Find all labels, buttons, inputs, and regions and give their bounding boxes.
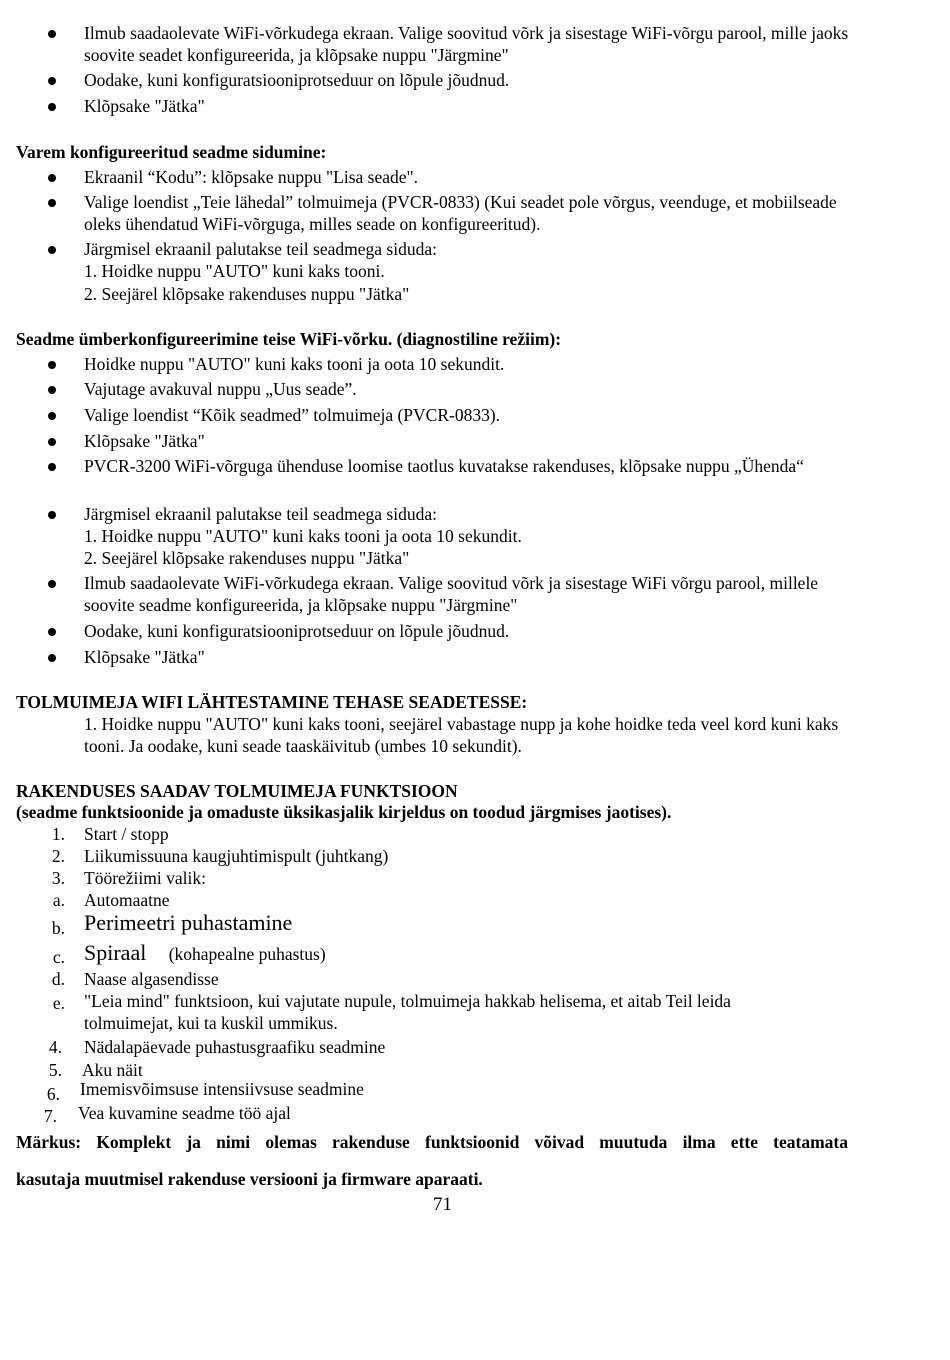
- bullet-icon: [48, 580, 56, 588]
- list-item: Klõpsake "Jätka": [84, 431, 205, 451]
- bullet-icon: [48, 30, 56, 38]
- list-item: Klõpsake "Jätka": [84, 647, 205, 667]
- bullet-icon: [48, 463, 56, 471]
- feature-item: Aku näit: [82, 1060, 143, 1080]
- list-item: Vajutage avakuval nuppu „Uus seade”.: [84, 379, 357, 399]
- list-item: Hoidke nuppu "AUTO" kuni kaks tooni ja oota 10 sekundit.: [84, 354, 505, 374]
- feature-item: Naase algasendisse: [84, 969, 219, 989]
- list-item: Valige loendist „Teie lähedal” tolmuimeja (PVCR-0833) (Kui seadet pole võrgus, veenduge, et mobiilseade oleks ühendatud WiFi-võrguga, milles seade on konfigureeritud).: [84, 192, 837, 234]
- step-line: 1. Hoidke nuppu "AUTO" kuni kaks tooni.: [84, 261, 385, 281]
- bullet-icon: [48, 386, 56, 394]
- feature-item: Töörežiimi valik:: [84, 868, 206, 888]
- item-number: 4.: [48, 1037, 62, 1057]
- list-item: Oodake, kuni konfiguratsiooniprotseduur on lõpule jõudnud.: [84, 621, 510, 641]
- item-number: 2.: [51, 846, 65, 866]
- note-line: Märkus: Komplekt ja nimi olemas rakenduse funktsioonid võivad muutuda ilma ette teatamata: [16, 1132, 848, 1152]
- bullet-icon: [48, 654, 56, 662]
- bullet-icon: [48, 246, 56, 254]
- bullet-icon: [48, 174, 56, 182]
- list-item: Ilmub saadaolevate WiFi-võrkudega ekraan. Valige soovitud võrk ja sisestage WiFi võrgu parool, millele soovite seadme konfigureerida, ja klõpsake nuppu "Järgmine": [84, 573, 819, 615]
- item-number: a.: [52, 890, 65, 910]
- section-heading: Seadme ümberkonfigureerimine teise WiFi-võrku. (diagnostiline režiim):: [16, 329, 562, 349]
- item-number: 5.: [48, 1060, 62, 1080]
- feature-item: Nädalapäevade puhastusgraafiku seadmine: [84, 1037, 386, 1057]
- page-number: 71: [433, 1194, 452, 1215]
- feature-item: Perimeetri puhastamine: [84, 910, 293, 935]
- feature-item: Spiraal: [84, 940, 147, 965]
- list-item: PVCR-3200 WiFi-võrguga ühenduse loomise taotlus kuvatakse rakenduses, klõpsake nuppu „Ühenda“: [84, 456, 804, 476]
- step-line: 2. Seejärel klõpsake rakenduses nuppu "Jätka": [84, 284, 410, 304]
- feature-item: Start / stopp: [84, 824, 169, 844]
- list-item: Klõpsake "Jätka": [84, 96, 205, 116]
- note-line: kasutaja muutmisel rakenduse versiooni ja firmware aparaati.: [16, 1169, 483, 1189]
- feature-item: Imemisvõimsuse intensiivsuse seadmine: [80, 1079, 364, 1099]
- bullet-icon: [48, 361, 56, 369]
- bullet-icon: [48, 511, 56, 519]
- bullet-icon: [48, 628, 56, 636]
- list-item: Valige loendist “Kõik seadmed” tolmuimeja (PVCR-0833).: [84, 405, 501, 425]
- item-number: 1.: [51, 824, 65, 844]
- item-number: 6.: [46, 1084, 60, 1104]
- bullet-icon: [48, 103, 56, 111]
- feature-item-note: (kohapealne puhastus): [168, 944, 326, 964]
- step-line: 1. Hoidke nuppu "AUTO" kuni kaks tooni ja oota 10 sekundit.: [84, 526, 522, 546]
- bullet-icon: [48, 77, 56, 85]
- item-number: 3.: [51, 868, 65, 888]
- item-number: c.: [52, 947, 65, 967]
- feature-item: Liikumissuuna kaugjuhtimispult (juhtkang): [84, 846, 389, 866]
- list-item: Järgmisel ekraanil palutakse teil seadmega siduda:: [84, 239, 437, 259]
- list-item: Ekraanil “Kodu”: klõpsake nuppu "Lisa seade".: [84, 167, 419, 187]
- reset-instruction: 1. Hoidke nuppu "AUTO" kuni kaks tooni, seejärel vabastage nupp ja kohe hoidke teda veel kord kuni kaks tooni. Ja oodake, kuni seade taaskäivitub (umbes 10 sekundit).: [84, 714, 839, 756]
- step-line: 2. Seejärel klõpsake rakenduses nuppu "Jätka": [84, 548, 410, 568]
- bullet-icon: [48, 438, 56, 446]
- list-item: Ilmub saadaolevate WiFi-võrkudega ekraan. Valige soovitud võrk ja sisestage WiFi-võrgu parool, mille jaoks soovite seadet konfigureerida, ja klõpsake nuppu "Järgmine": [84, 23, 849, 65]
- feature-item: "Leia mind" funktsioon, kui vajutate nupule, tolmuimeja hakkab helisema, et aitab Teil leida tolmuimejat, kui ta kuskil ummikus.: [84, 991, 731, 1033]
- section-heading: Varem konfigureeritud seadme sidumine:: [16, 142, 327, 162]
- section-subheading: (seadme funktsioonide ja omaduste üksikasjalik kirjeldus on toodud järgmises jaotises).: [16, 802, 672, 822]
- list-item: Järgmisel ekraanil palutakse teil seadmega siduda:: [84, 504, 437, 524]
- list-item: Oodake, kuni konfiguratsiooniprotseduur on lõpule jõudnud.: [84, 70, 510, 90]
- bullet-icon: [48, 199, 56, 207]
- bullet-icon: [48, 412, 56, 420]
- section-heading: TOLMUIMEJA WIFI LÄHTESTAMINE TEHASE SEADETESSE:: [16, 692, 528, 712]
- feature-item: Vea kuvamine seadme töö ajal: [78, 1103, 291, 1123]
- item-number: e.: [52, 993, 65, 1013]
- item-number: b.: [51, 918, 65, 938]
- section-heading: RAKENDUSES SAADAV TOLMUIMEJA FUNKTSIOON: [16, 781, 458, 801]
- item-number: d.: [51, 969, 65, 989]
- item-number: 7.: [43, 1106, 57, 1126]
- feature-item: Automaatne: [84, 890, 170, 910]
